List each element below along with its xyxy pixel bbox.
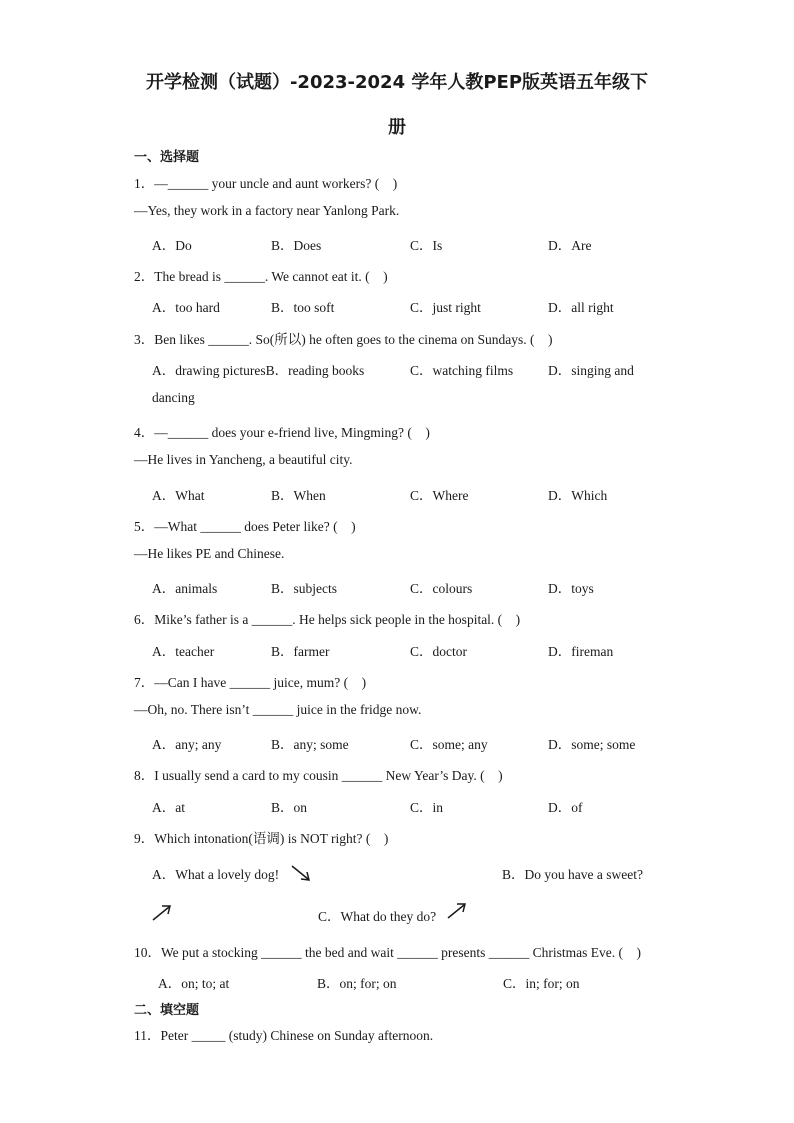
q11-stem: 11．Peter _____ (study) Chinese on Sunday afternoon. [134,1028,434,1043]
q9-option-c[interactable]: C．What do they do? [318,909,437,924]
q8-stem: 8．I usually send a card to my cousin ______ New Year’s Day. ( ) [134,768,503,783]
q8-option-d[interactable]: D．of [548,800,583,815]
q1-option-b[interactable]: B．Does [271,238,322,253]
q4-reply: —He lives in Yancheng, a beautiful city. [134,452,353,467]
q4-stem: 4．—______ does your e-friend live, Mingming? ( ) [134,425,430,440]
q3-stem: 3．Ben likes ______. So(所以) he often goes to the cinema on Sundays. ( ) [134,332,553,347]
q7-option-c[interactable]: C．some; any [410,737,488,752]
q7-option-b[interactable]: B．any; some [271,737,349,752]
q5-option-a[interactable]: A．animals [152,581,218,596]
q1-option-c[interactable]: C．Is [410,238,443,253]
falling-intonation-arrow-icon [290,864,312,882]
q1-stem: 1．—______ your uncle and aunt workers? ( ) [134,176,398,191]
rising-intonation-arrow-icon [151,904,173,922]
q3-option-d[interactable]: D．singing and [548,363,634,378]
q6-option-d[interactable]: D．fireman [548,644,614,659]
section-heading-fill-in: 二、填空题 [134,1003,200,1018]
q10-option-b[interactable]: B．on; for; on [317,976,397,991]
q5-option-c[interactable]: C．colours [410,581,473,596]
q8-option-a[interactable]: A．at [152,800,185,815]
q4-option-d[interactable]: D．Which [548,488,608,503]
q4-option-b[interactable]: B．When [271,488,326,503]
q10-option-a[interactable]: A．on; to; at [158,976,230,991]
rising-intonation-arrow-icon [446,902,468,920]
q5-option-d[interactable]: D．toys [548,581,594,596]
q7-stem: 7．—Can I have ______ juice, mum? ( ) [134,675,367,690]
q7-reply: —Oh, no. There isn’t ______ juice in the fridge now. [134,702,422,717]
q5-option-b[interactable]: B．subjects [271,581,337,596]
q8-option-c[interactable]: C．in [410,800,444,815]
q5-reply: —He likes PE and Chinese. [134,546,285,561]
q3-option-d-continuation: dancing [152,390,195,405]
q2-option-d[interactable]: D．all right [548,300,614,315]
q6-option-a[interactable]: A．teacher [152,644,215,659]
q6-option-b[interactable]: B．farmer [271,644,330,659]
q10-stem: 10．We put a stocking ______ the bed and wait ______ presents ______ Christmas Eve. ( ) [134,945,641,960]
page-title-line-2: 册 [388,117,406,138]
q1-reply: —Yes, they work in a factory near Yanlong Park. [134,203,400,218]
q4-option-c[interactable]: C．Where [410,488,469,503]
q7-option-d[interactable]: D．some; some [548,737,636,752]
q2-option-c[interactable]: C．just right [410,300,481,315]
q6-option-c[interactable]: C．doctor [410,644,467,659]
q6-stem: 6．Mike’s father is a ______. He helps sick people in the hospital. ( ) [134,612,521,627]
q1-option-a[interactable]: A．Do [152,238,192,253]
q9-stem: 9．Which intonation(语调) is NOT right? ( ) [134,831,389,846]
q1-option-d[interactable]: D．Are [548,238,592,253]
q9-option-a[interactable]: A．What a lovely dog! [152,867,280,882]
q4-option-a[interactable]: A．What [152,488,205,503]
q10-option-c[interactable]: C．in; for; on [503,976,580,991]
section-heading-choice: 一、选择题 [134,150,200,165]
q5-stem: 5．—What ______ does Peter like? ( ) [134,519,356,534]
page-title-line-1: 开学检测（试题）-2023-2024 学年人教PEP版英语五年级下 [145,72,649,93]
q3-option-c[interactable]: C．watching films [410,363,514,378]
q8-option-b[interactable]: B．on [271,800,308,815]
q7-option-a[interactable]: A．any; any [152,737,222,752]
q2-option-b[interactable]: B．too soft [271,300,335,315]
q2-stem: 2．The bread is ______. We cannot eat it. ( ) [134,269,388,284]
q9-option-b[interactable]: B．Do you have a sweet? [502,867,643,882]
q3-option-a-b[interactable]: A．drawing picturesB．reading books [152,363,365,378]
q2-option-a[interactable]: A．too hard [152,300,220,315]
